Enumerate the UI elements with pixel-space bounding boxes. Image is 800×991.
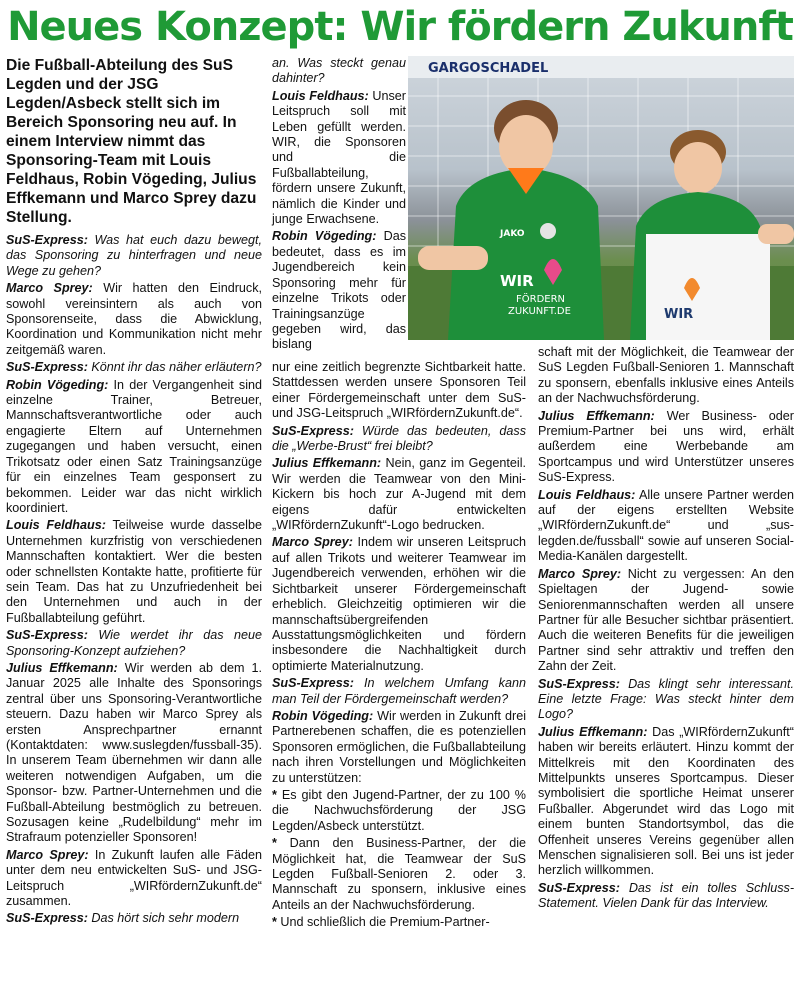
speaker-name: SuS-Express: — [272, 423, 354, 438]
list-item — [272, 915, 526, 930]
answer-text: Wer Business- oder Premium-Partner bei uns wird, erhält außerdem eine Werbebande am Sportcampus und wird Unterstützer unseres SuS-Express. — [538, 408, 795, 485]
interview-paragraph — [538, 725, 794, 879]
answer-text: Wir hatten den Eindruck, sowohl vereinsintern als auch von Sponsorenseite, dass die Abwicklung, Koordination und Kommunikation nicht mehr zeitgemäß waren. — [6, 281, 262, 357]
speaker-name: SuS-Express: — [538, 880, 620, 895]
speaker-name: Julius Effkemann: — [6, 660, 118, 675]
answer-text: Alle unsere Partner werden auf der eigens erstellten Website „WIRfördernZukunft.de“ und „sus-legden.de/fussball“ sowie auf unseren Social-Media-Kanälen dargestellt. — [538, 487, 794, 564]
list-item — [272, 788, 526, 834]
answer-text: Nein, ganz im Gegenteil. Wir werden die Teamwear von den Mini-Kickern bis hoch zur A-Jugend mit dem eigens dafür entwickelten „WIRfördernZukunft“-Logo bedrucken. — [272, 456, 526, 533]
speaker-name: Julius Effkemann: — [272, 456, 382, 471]
interview-paragraph — [272, 709, 526, 786]
speaker-name: Robin Vögeding: — [272, 229, 377, 244]
speaker-name: Marco Sprey: — [538, 566, 622, 581]
shirt-logo-3: ZUKUNFT.DE — [508, 306, 571, 317]
shirt-logo-1: WIR — [500, 272, 534, 290]
speaker-name: Louis Feldhaus: — [6, 518, 106, 533]
speaker-name: Julius Effkemann: — [538, 724, 648, 739]
question-text: Das hört sich sehr modern — [91, 911, 240, 926]
interview-paragraph — [538, 567, 794, 675]
shirt-brand-1: JAKO — [500, 229, 525, 239]
interview-paragraph — [272, 424, 526, 455]
interview-paragraph — [6, 233, 262, 279]
answer-text: Teilweise wurde dasselbe Unternehmen kurzfristig von verschiedenen Mannschaften kontaktiert. Wer die besten oder schnellsten Kontakte hatte, profitierte für sein Team. Das hat zu Unzufriedenheit bei den Unternehmen und auch in der Fußballabteilung geführt. — [6, 518, 262, 625]
interview-paragraph — [538, 488, 794, 565]
interview-paragraph — [272, 56, 406, 87]
speaker-name: Marco Sprey: — [6, 281, 93, 296]
interview-paragraph — [6, 911, 262, 926]
interview-paragraph — [272, 456, 526, 533]
shirt-logo-2: FÖRDERN — [516, 294, 566, 305]
banner-text: GARGOSCHADEL — [428, 61, 549, 76]
speaker-name: SuS-Express: — [272, 676, 354, 691]
question-text: Das ist ein tolles Schluss-Statement. Vielen Dank für das Interview. — [538, 880, 795, 911]
article-column-2-lower — [272, 360, 526, 933]
speaker-name: Louis Feldhaus: — [538, 487, 636, 502]
team-photo — [408, 56, 794, 340]
column-1-body — [6, 233, 262, 927]
speaker-name: Robin Vögeding: — [272, 708, 374, 723]
speaker-name: SuS-Express: — [6, 360, 88, 375]
answer-text: Nicht zu vergessen: An den Spieltagen der Jugend- sowie Seniorenmannschaften werden all unsere Partner für alle Besucher sichtbar präsentiert. Auch die weiteren Benefits für die jeweiligen Partner sind sehr attraktiv und treffen den Zahn der Zeit. — [538, 566, 794, 674]
interview-paragraph — [538, 409, 794, 486]
speaker-name: Julius Effkemann: — [538, 408, 655, 423]
answer-text: Das „WIRfördernZukunft“ haben wir bereits erläutert. Hinzu kommt der Mittelkreis mit den Koordinaten des Mittelpunkts unseres Sportcampus. Dieser symbolisiert die sportliche Heimat unserer Fußballer. Abgerundet wird das Logo mit einem bunten Standortsymbol, das die Offenheit unseres Vereins gegenüber allen Menschen signalisieren soll. Bei uns ist jeder herzlich willkommen. — [538, 724, 794, 878]
list-bullet: * — [272, 915, 277, 930]
interview-paragraph — [272, 360, 526, 422]
headline: Neues Konzept: Wir fördern Zukunft — [7, 4, 793, 50]
article-column-2 — [272, 56, 406, 355]
interview-paragraph — [6, 360, 262, 375]
photo-illustration — [408, 56, 794, 340]
interview-paragraph — [272, 229, 406, 352]
answer-text: Indem wir unseren Leitspruch auf allen Trikots und weiterer Teamwear im Jugendbereich verwenden, erhöhen wir die Sichtbarkeit unserer Fördergemeinschaft erheblich. Gleichzeitig optimieren wir die mannschaftsübergreifenden Ausstattungsmöglichkeiten und fördern insbesondere die Nachhaltigkeit durch optimierte Materialnutzung. — [272, 535, 527, 673]
question-text: Was hat euch dazu bewegt, das Sponsoring zu hinterfragen und neue Wege zu gehen? — [6, 233, 262, 278]
speaker-name: SuS-Express: — [6, 233, 88, 247]
interview-paragraph — [538, 881, 794, 912]
interview-paragraph — [272, 676, 526, 707]
answer-text: Wir werden in Zukunft drei Partnerebenen schaffen, die es potenziellen Sponsoren ermöglichen, die Fußballabteilung nach ihren Vorstellungen und Möglichkeiten zu unterstützen: — [272, 708, 527, 785]
answer-text: In Zukunft laufen alle Fäden unter dem neu entwickelten SuS- und JSG-Leitspruch „WIRfördernZukunft.de“ zusammen. — [6, 847, 263, 909]
question-text: In welchem Umfang kann man Teil der Fördergemeinschaft werden? — [272, 676, 526, 706]
question-text: an. Was steckt genau dahinter? — [272, 56, 406, 86]
article-column-1 — [6, 56, 262, 929]
svg-text:WIR: WIR — [664, 307, 694, 322]
answer-text: Und schließlich die Premium-Partner- — [280, 915, 490, 930]
answer-text: nur eine zeitlich begrenzte Sichtbarkeit hatte. Stattdessen werden unsere Sponsoren Teil einer Fördergemeinschaft unter dem SuS- und JSG-Leitspruch „WIRfördernZukunft.de“. — [272, 360, 526, 421]
question-text: Würde das bedeuten, dass die „Werbe-Brust“ frei bleibt? — [272, 423, 527, 454]
interview-paragraph — [6, 378, 262, 517]
speaker-name: SuS-Express: — [6, 911, 88, 926]
speaker-name: Marco Sprey: — [272, 535, 353, 550]
question-text: Das klingt sehr interessant. Eine letzte Frage: Was steckt hinter dem Logo? — [538, 676, 794, 722]
speaker-name: SuS-Express: — [6, 628, 88, 643]
speaker-name: SuS-Express: — [538, 676, 620, 691]
interview-paragraph — [6, 281, 262, 358]
question-text: Könnt ihr das näher erläutern? — [91, 360, 262, 375]
answer-text: Es gibt den Jugend-Partner, der zu 100 % die Nachwuchsförderung der JSG Legden/Asbeck unterstützt. — [272, 787, 526, 833]
list-bullet: * — [272, 836, 277, 851]
list-bullet: * — [272, 787, 277, 802]
answer-text: schaft mit der Möglichkeit, die Teamwear der SuS Legden Fußball-Senioren 1. Mannschaft zu sponsern, ebenfalls inklusive eines Anteils an der Nachwuchsförderung. — [538, 345, 794, 406]
interview-paragraph — [6, 848, 262, 910]
interview-paragraph — [538, 345, 794, 407]
interview-paragraph — [272, 535, 526, 674]
lead-paragraph: Die Fußball-Abteilung des SuS Legden und der JSG Legden/Asbeck stellt sich im Bereich Sponsoring neu auf. In einem Interview nimmt das Sponsoring-Team mit Louis Feldhaus, Robin Vögeding, Julius Effkemann und Marco Sprey dazu Stellung. — [6, 57, 257, 226]
answer-text: In der Vergangenheit sind einzelne Trainer, Betreuer, Mannschaftsverantwortliche oder auch engagierte Eltern auf Unternehmen zugegangen und haben versucht, einen Trikotsatz oder einen Satz Trainingsanzüge für ein einzelnes Team gesponsert zu bekommen. Leider war das nicht wirklich koordiniert. — [6, 377, 263, 515]
speaker-name: Marco Sprey: — [6, 847, 89, 862]
interview-paragraph — [272, 89, 406, 228]
article-column-3 — [538, 345, 794, 914]
speaker-name: Robin Vögeding: — [6, 377, 109, 392]
answer-text: Dann den Business-Partner, der die Möglichkeit hat, die Teamwear der SuS Legden Fußball-Senioren 2. oder 3. Mannschaft zu sponsern, inklusive eines Anteils an der Nachwuchsförderung. — [272, 836, 526, 912]
interview-paragraph — [6, 518, 262, 626]
interview-paragraph — [6, 628, 262, 659]
answer-text: Unser Leitspruch soll mit Leben gefüllt werden. WIR, die Sponsoren und die Fußballabteilung, fördern unsere Zukunft, nämlich die Kinder und junge Erwachsene. — [272, 88, 406, 227]
speaker-name: Louis Feldhaus: — [272, 88, 369, 103]
question-text: Wie werdet ihr das neue Sponsoring-Konzept aufziehen? — [6, 628, 262, 658]
interview-paragraph — [6, 661, 262, 846]
answer-text: Wir werden ab dem 1. Januar 2025 alle Inhalte des Sponsorings zentral über uns Sponsoring-Verantwortliche steuern. Dazu haben wir Marco Sprey als ersten Ansprechpartner ernannt (Kontaktdaten: www.suslegden/fussball-35). In unserem Team übernehmen wir dann alle weiteren notwendigen Aufgaben, um die Sponsor- bzw. Partner-Unternehmen und die Fußball-Abteilung bestmöglich zu betreuen. Sozusagen keine „Rudelbildung“ mehr im Strafraum potenzieller Sponsoren! — [6, 660, 262, 845]
answer-text: Das bedeutet, dass es im Jugendbereich kein Sponsoring mehr für einzelne Trikots oder Trainingsanzüge gegeben wird, das bislang — [272, 229, 407, 352]
list-item — [272, 836, 526, 913]
interview-paragraph — [538, 677, 794, 723]
